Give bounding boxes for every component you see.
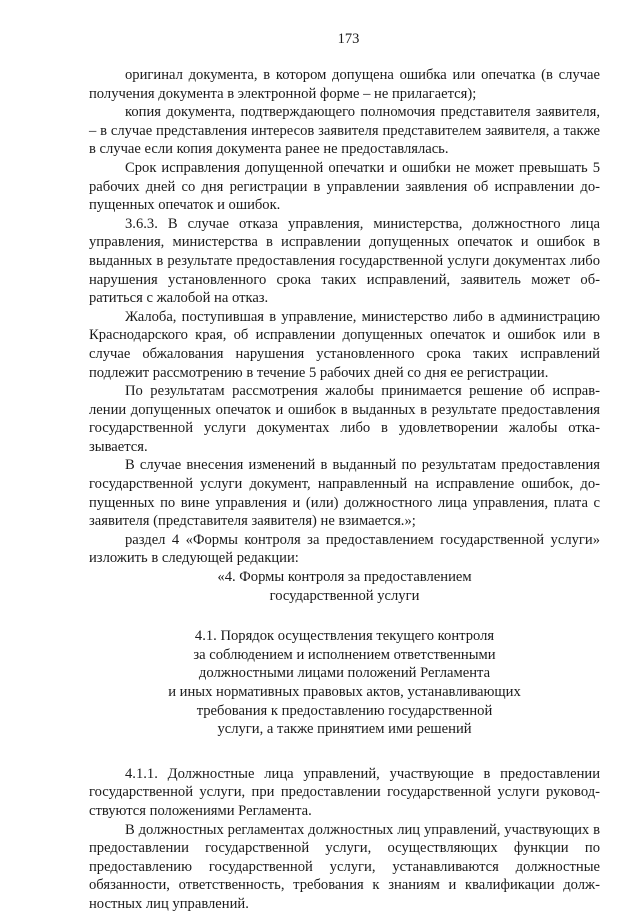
paragraph-4-1-1: 4.1.1. Должностные лица управлений, участвующие в предоставлении государственной услуги, при предоставлении государственной услуги руководствуются положениями Регламента.: [89, 765, 600, 819]
paragraph-3-6-3: 3.6.3. В случае отказа управления, министерства, должностного лица управления, министерства в исправлении допущенных опечаток и ошибок в выданных в результате предоставления государственной услуги документах либо нарушения установленного срока таких исправлений, заявитель может обратиться с жалобой на отказ.: [89, 215, 600, 307]
subsection-title-line: требования к предоставлению государственной: [196, 702, 493, 719]
paragraph-complaint: Жалоба, поступившая в управление, министерство либо в администрацию Краснодарского края, об исправлении допущенных опечаток и ошибок или в случае обжалования нарушения установленного срока таких исправлений подлежит рассмотрению в течение 5 рабочих дней со дня ее регистрации.: [89, 308, 600, 381]
page-number: 173: [337, 31, 360, 47]
subsection-title-line: услуги, а также принятием ими решений: [217, 721, 472, 738]
paragraph-copy-document: копия документа, подтверждающего полномочия представителя заявителя, – в случае представления интересов заявителя представителем заявителя, а также в случае если копия документа ранее не предоставлялась.: [89, 104, 600, 158]
paragraph-original-document: оригинал документа, в котором допущена ошибка или опечатка (в случае получения документа в электронной форме – не прилагается);: [89, 67, 600, 102]
paragraph-section-4-intro: раздел 4 «Формы контроля за предоставлением государственной услуги» изложить в следующей редакции:: [89, 531, 600, 567]
subsection-title-line: 4.1. Порядок осуществления текущего контроля: [194, 628, 495, 645]
subsection-4-1-title: [89, 627, 600, 739]
subsection-title-line: должностными лицами положений Регламента: [198, 665, 491, 682]
section-title-line: «4. Формы контроля за предоставлением: [217, 569, 472, 586]
paragraph-job-regulations: В должностных регламентах должностных лиц управлений, участвующих в предоставлении государственной услуги, осуществляющих функции по предоставлению государственной услуги, устанавливаются должностные обязанности, ответственность, требования к знаниям и квалификации должностных лиц управлений.: [89, 821, 600, 912]
subsection-title-line: и иных нормативных правовых актов, устанавливающих: [168, 684, 521, 700]
subsection-title-line: за соблюдением и исполнением ответственными: [193, 646, 496, 663]
section-title-line: государственной услуги: [269, 587, 420, 604]
section-4-title: [89, 568, 600, 605]
paragraph-no-fee: В случае внесения изменений в выданный по результатам предоставления государственной услуги документ, направленный на исправление ошибок, допущенных по вине управления и (или) должностного лица управления, плата с заявителя (представителя заявителя) не взимается.»;: [89, 457, 600, 530]
paragraph-correction-term: Срок исправления допущенной опечатки и ошибки не может превышать 5 рабочих дней со дня регистрации в управлении заявления об исправлении допущенных опечаток и ошибок.: [89, 159, 600, 214]
paragraph-complaint-result: По результатам рассмотрения жалобы принимается решение об исправлении допущенных опечаток и ошибок в выданных в результате предоставления государственной услуги документах либо в удовлетворении жалобы отказывается.: [89, 383, 600, 455]
